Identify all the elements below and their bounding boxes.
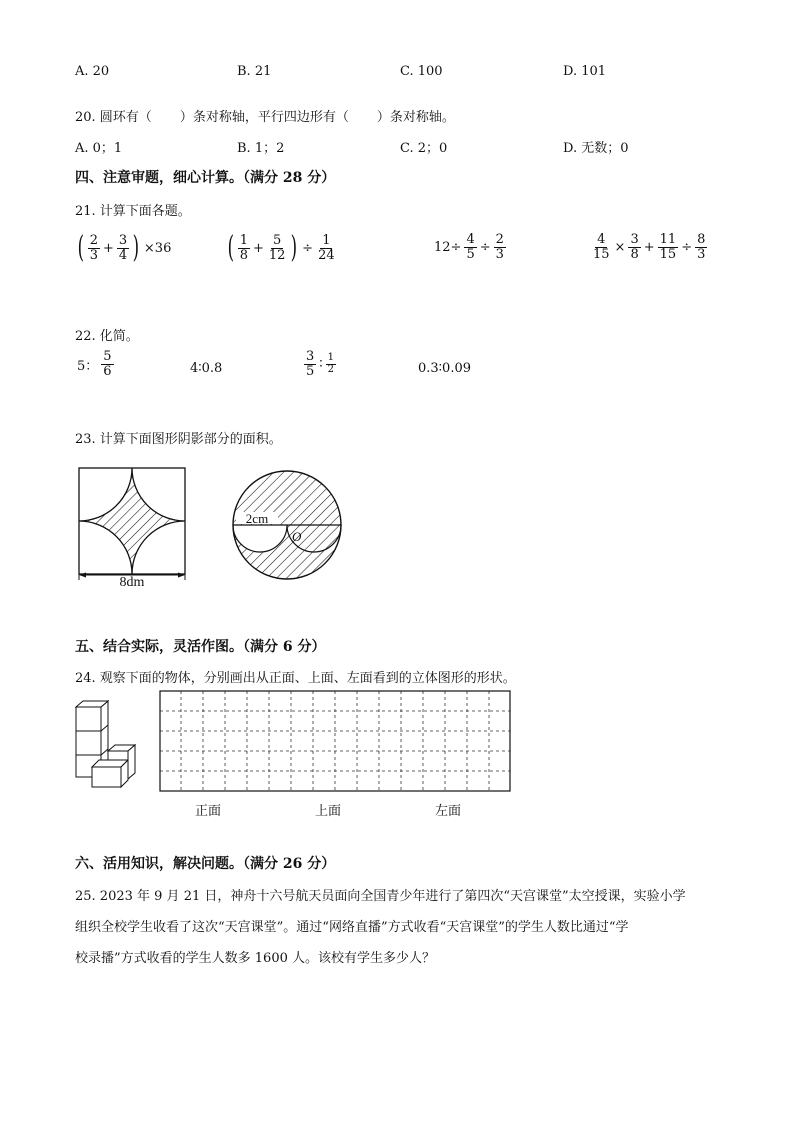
q20-option-b: B. 1；2: [237, 141, 285, 156]
q20-suffix: ）条对称轴。: [376, 110, 455, 125]
q23-text: 23. 计算下面图形阴影部分的面积。: [75, 432, 282, 447]
q23-figure-circle: [228, 468, 350, 590]
q24-drawing-grid: [159, 690, 513, 794]
fig2-center-label: O: [292, 529, 302, 544]
q19-option-d: D. 101: [563, 64, 607, 79]
q19-option-c: C. 100: [400, 64, 443, 79]
q20-question: [75, 106, 455, 125]
label-left-view: 左面: [435, 804, 462, 819]
q22-ratio-3: $\frac{3}{5}$ ∶ $\frac{1}{2}$: [306, 349, 335, 379]
q20-option-a: A. 0；1: [75, 141, 123, 156]
arrow-left-icon: [79, 573, 86, 578]
q20-prefix: 20. 圆环有（: [75, 110, 152, 125]
q22-ratio-4: 0.3∶0.09: [418, 361, 472, 376]
shaded-star-region: [79, 468, 185, 574]
q25-line-1: 25. 2023 年 9 月 21 日，神舟十六号航天员面向全国青少年进行了第四次“天宫课堂”太空授课，实验小学: [75, 889, 686, 904]
q21-expression-4: $\frac{4}{15}$ × $\frac{3}{8}$ + $\frac{11}{15}$ ÷ $\frac{8}{3}$: [593, 232, 706, 262]
q21-text: 21. 计算下面各题。: [75, 204, 191, 219]
fig2-label: 2cm: [245, 511, 269, 526]
q21-expression-3: 12÷ $\frac{4}{5}$ ÷ $\frac{2}{3}$: [434, 232, 504, 262]
q20-middle: ）条对称轴，平行四边形有（: [179, 110, 349, 125]
q23-figure-square: [70, 460, 200, 592]
label-front-view: 正面: [195, 804, 222, 819]
section-6-title: 六、活用知识，解决问题。（满分 26 分）: [75, 856, 336, 872]
section-5-title: 五、结合实际，灵活作图。（满分 6 分）: [75, 639, 326, 655]
q24-cube-stack: [72, 697, 138, 789]
q19-option-a: A. 20: [75, 64, 110, 79]
q20-option-d: D. 无数；0: [563, 141, 629, 156]
q25-line-2: 组织全校学生收看了这次“天宫课堂”。通过“网络直播”方式收看“天宫课堂”的学生人数比通过“学: [75, 920, 629, 935]
fig1-label: 8dm: [119, 575, 145, 590]
label-top-view: 上面: [315, 804, 342, 819]
q22-text: 22. 化简。: [75, 329, 139, 344]
q21-expression-2: ( $\frac{1}{8}$ + $\frac{5}{12}$ ) ÷ $\frac{1}{24}$: [227, 230, 335, 265]
q19-option-b: B. 21: [237, 64, 272, 79]
q20-option-c: C. 2；0: [400, 141, 448, 156]
q22-ratio-2: 4∶0.8: [190, 361, 223, 376]
arrow-right-icon: [178, 573, 185, 578]
q24-text: 24. 观察下面的物体，分别画出从正面、上面、左面看到的立体图形的形状。: [75, 671, 516, 686]
q25-line-3: 校录播”方式收看的学生人数多 1600 人。该校有学生多少人？: [75, 951, 435, 966]
q21-expression-1: ( $\frac{2}{3}$ + $\frac{3}{4}$ ) ×36: [77, 230, 172, 265]
q22-ratio-1: 5： $\frac{5}{6}$: [77, 349, 112, 379]
section-4-title: 四、注意审题，细心计算。（满分 28 分）: [75, 170, 336, 186]
